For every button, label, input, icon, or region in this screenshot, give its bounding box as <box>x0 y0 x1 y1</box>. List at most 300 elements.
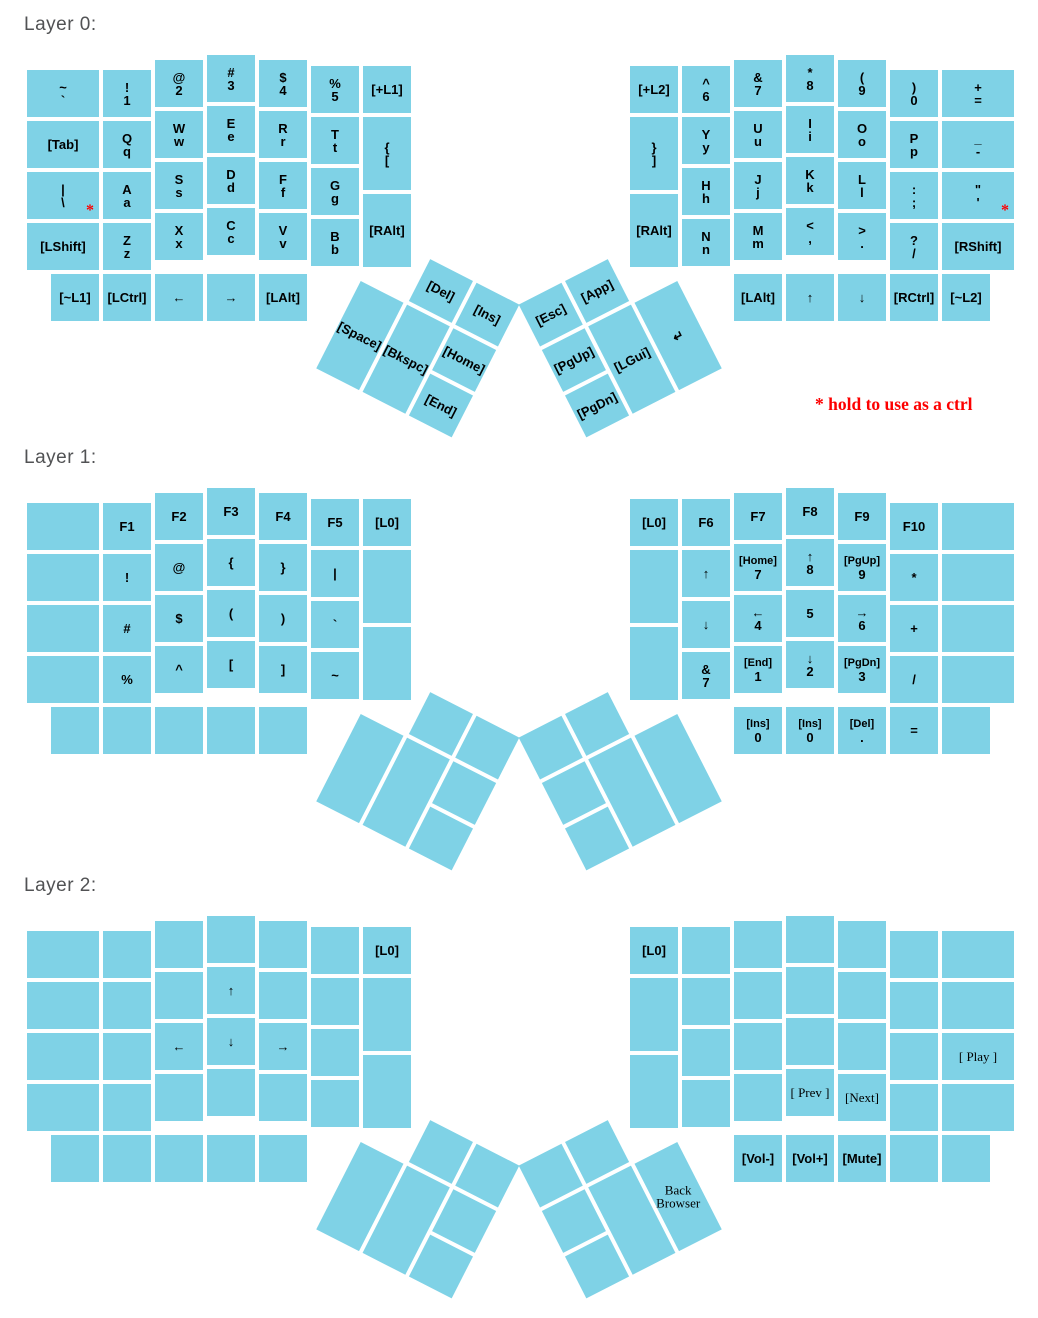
layer0-key-r-c6r3 <box>890 172 938 219</box>
layer0-key-l-c1r4 <box>27 223 99 270</box>
layer1-key-l-c7t1 <box>363 550 411 623</box>
layer0-key-r-c4r2 <box>786 106 834 153</box>
key-label: ↓ <box>702 617 710 632</box>
layer1-key-r-c5r1 <box>838 493 886 540</box>
layer2-key-r-c2r2 <box>682 978 730 1025</box>
key-label: ! 1 <box>123 79 131 108</box>
key-label: ← <box>172 290 186 305</box>
key-label: ^ <box>175 662 183 677</box>
key-label: [Ins] 0 <box>746 717 770 745</box>
layer2-key-l-c3r3 <box>155 1023 203 1070</box>
layer2-key-r-c2r1 <box>682 927 730 974</box>
key-label: T t <box>331 126 339 155</box>
key-label: [+L1] <box>371 82 403 97</box>
layer0-key-l-c2r4 <box>103 223 151 270</box>
key-label: [L0] <box>642 943 666 958</box>
key-label: & 7 <box>753 69 763 98</box>
layer0-key-r-c3r3 <box>734 162 782 209</box>
layer2-key-r-c3r3 <box>734 1023 782 1070</box>
layer1-key-l-c6r4 <box>311 652 359 699</box>
layer1-key-r-b2 <box>786 707 834 754</box>
layer0-key-r-c7r3 <box>942 172 1014 219</box>
layer1-key-r-c1t1 <box>630 550 678 623</box>
key-label: ↑ <box>702 566 710 581</box>
key-label: [Vol-] <box>741 1151 775 1166</box>
key-label: R r <box>278 120 288 149</box>
key-label: [LAlt] <box>266 290 300 305</box>
layer2-key-r-b2 <box>786 1135 834 1182</box>
key-label: # 3 <box>227 64 235 93</box>
layer2-key-r-c5r2 <box>838 972 886 1019</box>
key-label: $ 4 <box>279 69 287 98</box>
key-label: L l <box>858 171 866 200</box>
layer0-key-l-c6r3 <box>311 168 359 215</box>
layer2-key-r-b3 <box>838 1135 886 1182</box>
key-label: + <box>910 621 918 636</box>
layer2-key-l-b1 <box>51 1135 99 1182</box>
key-label: M m <box>752 222 764 251</box>
layer2-key-r-b5 <box>942 1135 990 1182</box>
key-label: ← <box>172 1039 186 1054</box>
layer1-key-r-c2r1 <box>682 499 730 546</box>
layer2-key-l-c2r3 <box>103 1033 151 1080</box>
layer0-key-l-c5r2 <box>259 111 307 158</box>
layer1-key-r-b5 <box>942 707 990 754</box>
key-label: ] <box>280 662 286 677</box>
key-label: # <box>123 621 131 636</box>
layer1-key-l-c5r3 <box>259 595 307 642</box>
key-label: F4 <box>275 509 291 524</box>
key-label: ( 9 <box>858 69 866 98</box>
key-label: [L0] <box>375 943 399 958</box>
layer2-key-r-c7r1 <box>942 931 1014 978</box>
layer2-key-l-c6r2 <box>311 978 359 1025</box>
layer0-key-r-c2r2 <box>682 117 730 164</box>
layer1-key-r-c5r4 <box>838 646 886 693</box>
key-label: / <box>912 672 916 687</box>
layer0-key-r-b2 <box>786 274 834 321</box>
layer1-key-l-c1r3 <box>27 605 99 652</box>
layer2-key-l-c1r2 <box>27 982 99 1029</box>
layer2-key-r-c2r4 <box>682 1080 730 1127</box>
key-label: Y y <box>701 126 711 155</box>
key-label: ) 0 <box>910 79 918 108</box>
layer2-key-r-c1r1 <box>630 927 678 974</box>
key-label: F7 <box>750 509 766 524</box>
key-label: ↑ 8 <box>806 548 814 577</box>
layer0-key-l-b2 <box>103 274 151 321</box>
key-label: [LShift] <box>40 239 86 254</box>
key-label: I i <box>808 115 812 144</box>
layer1-key-r-c2r3 <box>682 601 730 648</box>
key-label: | <box>333 566 337 581</box>
key-label: " ' <box>974 181 982 210</box>
layer1-key-l-c3r3 <box>155 595 203 642</box>
key-label: & 7 <box>701 661 711 690</box>
layer1-key-r-c1r1 <box>630 499 678 546</box>
key-label: → <box>276 1039 290 1054</box>
key-label: } <box>280 560 286 575</box>
layer1-key-l-b3 <box>155 707 203 754</box>
key-label: [Vol+] <box>792 1151 828 1166</box>
key-label: N n <box>701 228 711 257</box>
layer0-key-r-c4r3 <box>786 157 834 204</box>
key-label: → <box>224 290 238 305</box>
key-label: ~ ` <box>59 79 67 108</box>
key-label: < , <box>806 217 814 246</box>
key-label: [LGui] <box>611 343 653 375</box>
key-label: F5 <box>327 515 343 530</box>
key-label: F10 <box>902 519 926 534</box>
key-label: : ; <box>911 181 917 210</box>
key-label: * <box>911 570 917 585</box>
key-label: [Next] <box>845 1090 879 1105</box>
key-label: = <box>910 723 918 738</box>
key-label: ? / <box>910 232 918 261</box>
key-label: [Bkspc] <box>381 341 431 377</box>
layer0-key-l-c5r4 <box>259 213 307 260</box>
layer1-key-r-c3r3 <box>734 595 782 642</box>
layer2-key-l-c1r3 <box>27 1033 99 1080</box>
layer2-key-l-c7r1 <box>363 927 411 974</box>
key-label: Q q <box>121 130 133 159</box>
key-label: [RCtrl] <box>893 290 935 305</box>
hold-ctrl-star: * <box>86 202 94 219</box>
layer2-key-l-c5r2 <box>259 972 307 1019</box>
layer0-key-l-c1r1 <box>27 70 99 117</box>
key-label: [L0] <box>642 515 666 530</box>
layer0-key-r-c5r3 <box>838 162 886 209</box>
layer0-key-r-b5 <box>942 274 990 321</box>
layer1-key-l-c4r3 <box>207 590 255 637</box>
layer1-key-r-c4r2 <box>786 539 834 586</box>
layer0-key-l-c4r4 <box>207 208 255 255</box>
key-label: * 8 <box>806 64 814 93</box>
layer0-key-l-c3r3 <box>155 162 203 209</box>
key-label: [PgDn] 3 <box>843 656 881 684</box>
layer1-key-r-c6r3 <box>890 605 938 652</box>
key-label: ! <box>124 570 130 585</box>
key-label: F9 <box>854 509 870 524</box>
layer1-key-r-c2r4 <box>682 652 730 699</box>
key-label: [Ins] <box>471 301 503 328</box>
layer2-key-l-c2r1 <box>103 931 151 978</box>
layer2-key-r-c1t1 <box>630 978 678 1051</box>
layer1-key-l-c6r1 <box>311 499 359 546</box>
layer0-key-r-c6r2 <box>890 121 938 168</box>
layer0-key-l-c7t1 <box>363 117 411 190</box>
layer0-key-l-b4 <box>207 274 255 321</box>
layer2-key-l-c1r1 <box>27 931 99 978</box>
layer1-key-l-c5r4 <box>259 646 307 693</box>
layer1-key-r-c3r1 <box>734 493 782 540</box>
key-label: ^ 6 <box>702 75 710 104</box>
layer2-key-r-c6r2 <box>890 982 938 1029</box>
layer2-key-l-c3r4 <box>155 1074 203 1121</box>
layer1-key-r-c4r3 <box>786 590 834 637</box>
key-label: Back Browser <box>656 1182 701 1211</box>
layer0-key-r-c7r1 <box>942 70 1014 117</box>
layer1-key-l-c3r2 <box>155 544 203 591</box>
layer2-key-r-c5r4 <box>838 1074 886 1121</box>
key-label: [~L2] <box>950 290 982 305</box>
key-label: [PgUp] <box>551 343 597 377</box>
layer1-key-r-c3r4 <box>734 646 782 693</box>
layer0-key-r-c3r2 <box>734 111 782 158</box>
layer1-key-r-c4r1 <box>786 488 834 535</box>
layer1-key-l-c4r1 <box>207 488 255 535</box>
layer0-key-r-b3 <box>838 274 886 321</box>
key-label: F3 <box>223 504 239 519</box>
layer0-key-l-c4r1 <box>207 55 255 102</box>
layer0-key-r-c7r2 <box>942 121 1014 168</box>
layer1-key-l-c1r2 <box>27 554 99 601</box>
layer2-key-r-c5r3 <box>838 1023 886 1070</box>
layer0-key-l-c3r1 <box>155 60 203 107</box>
layer0-key-r-c6r1 <box>890 70 938 117</box>
layer2-key-l-c6r3 <box>311 1029 359 1076</box>
key-label: ) <box>280 611 286 626</box>
layer1-key-l-c6r3 <box>311 601 359 648</box>
key-label: + = <box>974 79 982 108</box>
key-label: [Home] <box>440 343 488 377</box>
key-label: F2 <box>171 509 187 524</box>
layer2-key-l-c2r2 <box>103 982 151 1029</box>
key-label: [RShift] <box>954 239 1002 254</box>
layer1-key-l-c1r4 <box>27 656 99 703</box>
layer1-key-r-c3r2 <box>734 544 782 591</box>
key-label: F8 <box>802 504 818 519</box>
key-label: P p <box>909 130 919 159</box>
key-label: V v <box>278 222 288 251</box>
hold-ctrl-note: * hold to use as a ctrl <box>815 394 973 414</box>
layer0-key-l-b5 <box>259 274 307 321</box>
layer0-key-l-c2r1 <box>103 70 151 117</box>
layer2-key-r-b4 <box>890 1135 938 1182</box>
key-label: F f <box>279 171 287 200</box>
layer2-key-l-b3 <box>155 1135 203 1182</box>
layer1-key-l-c4r4 <box>207 641 255 688</box>
layer0-key-r-c3r4 <box>734 213 782 260</box>
layer1-key-l-c4r2 <box>207 539 255 586</box>
key-label: ↑ <box>806 290 814 305</box>
layer1-key-r-c7r2 <box>942 554 1014 601</box>
layer0-key-r-c1r1 <box>630 66 678 113</box>
layer1-key-l-c5r1 <box>259 493 307 540</box>
key-label: } ] <box>651 139 657 168</box>
layer0-key-r-c4r1 <box>786 55 834 102</box>
key-label: U u <box>753 120 763 149</box>
layer2-key-r-c6r1 <box>890 931 938 978</box>
layer2-key-l-c4r1 <box>207 916 255 963</box>
layer1-key-l-c3r4 <box>155 646 203 693</box>
layer1-key-l-c5r2 <box>259 544 307 591</box>
layer2-key-r-c7r3 <box>942 1033 1014 1080</box>
layer1-key-r-c5r3 <box>838 595 886 642</box>
key-label: X x <box>174 222 184 251</box>
layer2-key-l-c2r4 <box>103 1084 151 1131</box>
key-label: % 5 <box>329 75 341 104</box>
layer2-key-l-c5r4 <box>259 1074 307 1121</box>
key-label: E e <box>226 115 236 144</box>
key-label: [~L1] <box>59 290 91 305</box>
layer2-key-l-b5 <box>259 1135 307 1182</box>
layer1-key-l-c1r1 <box>27 503 99 550</box>
key-label: { <box>228 555 234 570</box>
layer0-key-l-c4r2 <box>207 106 255 153</box>
key-label: ↓ 2 <box>806 650 814 679</box>
layer0-key-r-c4r4 <box>786 208 834 255</box>
layer2-key-r-c4r4 <box>786 1069 834 1116</box>
key-label: ↑ <box>227 983 235 998</box>
key-label: A a <box>122 181 132 210</box>
key-label: $ <box>175 611 183 626</box>
layer0-key-l-c6r2 <box>311 117 359 164</box>
layer0-key-r-c2r1 <box>682 66 730 113</box>
key-label: → 6 <box>855 604 869 633</box>
key-label: ( <box>228 606 234 621</box>
layer1-key-l-b4 <box>207 707 255 754</box>
key-label: [LCtrl] <box>107 290 147 305</box>
layer0-key-r-c2r3 <box>682 168 730 215</box>
layer1-key-r-c5r2 <box>838 544 886 591</box>
layer1-key-l-b2 <box>103 707 151 754</box>
key-label: % <box>121 672 133 687</box>
key-label: C c <box>226 217 236 246</box>
key-label: ↓ <box>227 1034 235 1049</box>
layer1-key-l-c2r2 <box>103 554 151 601</box>
key-label: { [ <box>384 139 390 168</box>
layer0-key-l-b3 <box>155 274 203 321</box>
key-label: W w <box>172 120 186 149</box>
layer2-key-r-c2r3 <box>682 1029 730 1076</box>
layer2-key-l-c5r3 <box>259 1023 307 1070</box>
key-label: F6 <box>698 515 714 530</box>
layer0-key-l-c7r1 <box>363 66 411 113</box>
key-label: [End] <box>422 391 460 420</box>
key-label: [PgUp] 9 <box>843 554 881 582</box>
key-label: [Space] <box>335 318 385 353</box>
key-label: [End] 1 <box>743 656 773 684</box>
layer0-key-r-c7r4 <box>942 223 1014 270</box>
key-label: _ - <box>974 130 982 159</box>
layer0-key-l-c1r2 <box>27 121 99 168</box>
layer-0-heading: Layer 0: <box>24 14 97 35</box>
layer1-key-l-c2r3 <box>103 605 151 652</box>
key-label: [PgDn] <box>574 389 620 422</box>
layer0-key-r-c5r4 <box>838 213 886 260</box>
layer2-key-l-b4 <box>207 1135 255 1182</box>
layer1-key-r-c6r4 <box>890 656 938 703</box>
layer2-key-r-b1 <box>734 1135 782 1182</box>
key-label: @ 2 <box>172 69 186 98</box>
layer-1-heading: Layer 1: <box>24 447 97 468</box>
key-label: [LAlt] <box>741 290 775 305</box>
layer0-key-l-c5r3 <box>259 162 307 209</box>
layer2-key-l-c4r2 <box>207 967 255 1014</box>
key-label: [ <box>228 657 234 672</box>
key-label: [ Play ] <box>958 1049 998 1064</box>
layer1-key-l-c7r1 <box>363 499 411 546</box>
layer0-key-r-c5r1 <box>838 60 886 107</box>
layer1-key-r-c6r2 <box>890 554 938 601</box>
key-label: [App] <box>578 276 616 306</box>
layer0-key-l-c4r3 <box>207 157 255 204</box>
key-label: | \ <box>61 181 65 210</box>
key-label: [L0] <box>375 515 399 530</box>
layer1-key-l-c2r1 <box>103 503 151 550</box>
layer1-key-r-c2r2 <box>682 550 730 597</box>
key-label: [Del] . <box>849 717 875 745</box>
key-label: @ <box>172 560 186 575</box>
key-label: ↵ <box>669 326 687 345</box>
key-label: ← 4 <box>751 604 765 633</box>
layer1-key-l-b1 <box>51 707 99 754</box>
layer1-key-r-b3 <box>838 707 886 754</box>
key-label: F1 <box>119 519 135 534</box>
layer0-key-r-c3r1 <box>734 60 782 107</box>
layer2-key-r-c4r3 <box>786 1018 834 1065</box>
key-label: 5 <box>806 606 814 621</box>
layer0-key-l-b1 <box>51 274 99 321</box>
layer2-key-r-c7r4 <box>942 1084 1014 1131</box>
key-label: [+L2] <box>638 82 670 97</box>
hold-ctrl-star: * <box>1001 202 1009 219</box>
key-label: [Tab] <box>47 137 79 152</box>
layer1-key-r-c7r3 <box>942 605 1014 652</box>
layer2-key-l-c4r3 <box>207 1018 255 1065</box>
layer0-key-l-c6r1 <box>311 66 359 113</box>
layer0-key-r-c6r4 <box>890 223 938 270</box>
layer1-key-r-c6r1 <box>890 503 938 550</box>
key-label: S s <box>174 171 184 200</box>
layer-2-heading: Layer 2: <box>24 875 97 896</box>
key-label: [RAlt] <box>636 223 672 238</box>
key-label: [Ins] 0 <box>798 717 822 745</box>
key-label: O o <box>856 120 868 149</box>
layer1-key-r-c7r1 <box>942 503 1014 550</box>
layer0-key-r-b1 <box>734 274 782 321</box>
layer2-key-l-b2 <box>103 1135 151 1182</box>
layer0-key-l-c3r4 <box>155 213 203 260</box>
layer2-key-r-c4r1 <box>786 916 834 963</box>
layer2-key-l-c6r1 <box>311 927 359 974</box>
layer2-key-l-c3r2 <box>155 972 203 1019</box>
layer1-key-r-c4r4 <box>786 641 834 688</box>
layer2-key-r-c4r2 <box>786 967 834 1014</box>
key-label: G g <box>329 177 341 206</box>
layer0-key-l-c5r1 <box>259 60 307 107</box>
key-label: K k <box>805 166 815 195</box>
layer2-key-r-c3r2 <box>734 972 782 1019</box>
key-label: [ Prev ] <box>790 1085 830 1100</box>
layer2-key-r-c3r1 <box>734 921 782 968</box>
layer0-key-l-c6r4 <box>311 219 359 266</box>
layer0-key-r-b4 <box>890 274 938 321</box>
layer2-key-l-c7t1 <box>363 978 411 1051</box>
layer2-key-l-c5r1 <box>259 921 307 968</box>
key-label: ~ <box>331 668 339 683</box>
key-label: H h <box>701 177 711 206</box>
layer2-key-r-c3r4 <box>734 1074 782 1121</box>
key-label: ↓ <box>858 290 866 305</box>
layer1-key-r-b4 <box>890 707 938 754</box>
key-label: J j <box>754 171 762 200</box>
layer0-key-r-c5r2 <box>838 111 886 158</box>
layer1-key-l-c3r1 <box>155 493 203 540</box>
key-label: ` <box>332 617 338 632</box>
layer2-key-r-c6r3 <box>890 1033 938 1080</box>
